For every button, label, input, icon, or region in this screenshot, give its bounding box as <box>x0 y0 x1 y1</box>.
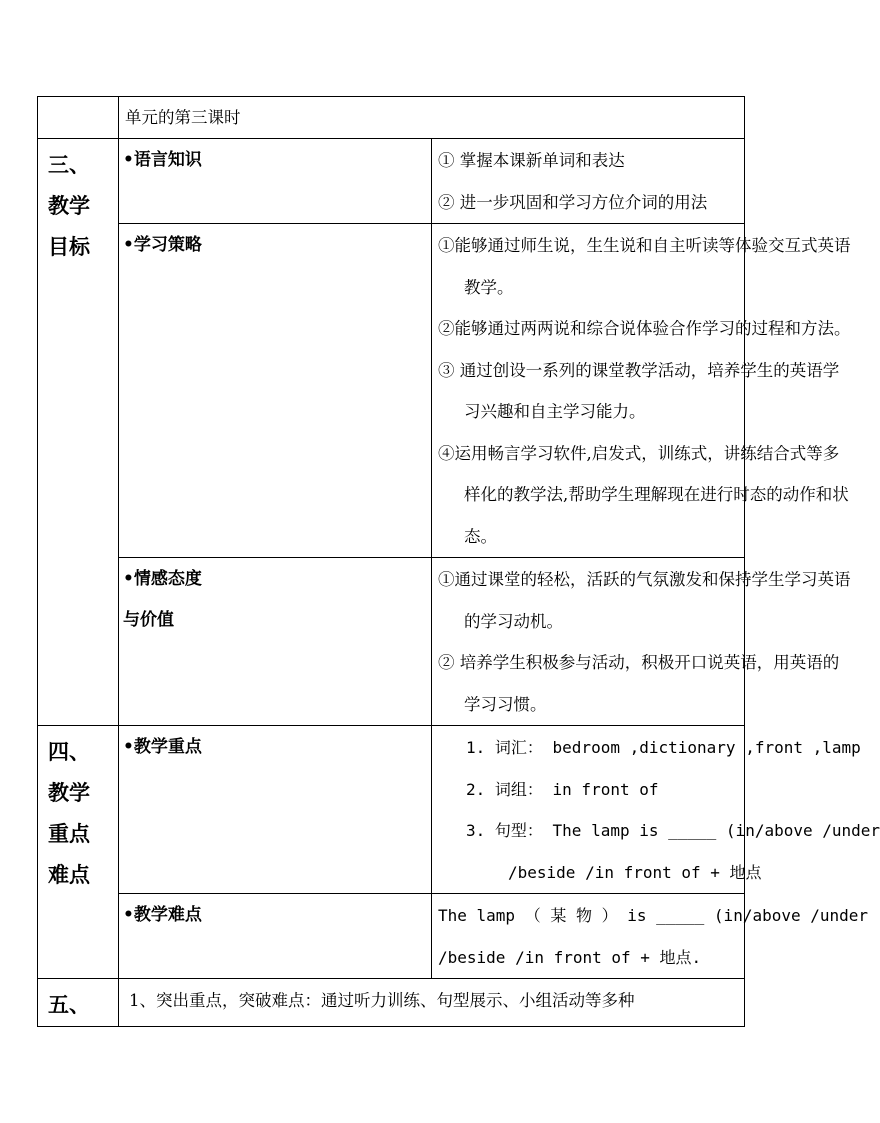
lesson-plan-table <box>37 96 880 1027</box>
table-row <box>38 224 745 558</box>
table-row <box>38 139 745 224</box>
difficult-content: The lamp （ 某 物 ） is _____ (in/above /under /beside /in front of + 地点. <box>432 894 745 979</box>
section-4-label: 四、 教学 重点 难点 <box>38 726 119 979</box>
key-content: 1. 词汇： bedroom ,dictionary ,front ,lamp 2. 词组： in front of 3. 句型： The lamp is _____ (in/above /under /beside /in front of + 地点 <box>432 726 745 894</box>
emotion-content: ①通过课堂的轻松，活跃的气氛激发和保持学生学习英语 的学习动机。 ② 培养学生积极参与活动，积极开口说英语，用英语的 学习习惯。 <box>432 558 745 726</box>
strategy-label-cell <box>119 224 432 558</box>
strategy-label: •学习策略 <box>123 235 202 255</box>
unit-cell <box>119 97 745 139</box>
table-row <box>38 558 745 726</box>
empty-cell <box>38 97 119 139</box>
table-row <box>38 97 745 139</box>
difficult-label: •教学难点 <box>123 905 202 925</box>
table-row <box>38 894 745 979</box>
section-5-label: 五、 <box>38 979 119 1027</box>
emotion-label-2: 与价值 <box>123 610 174 630</box>
table-row <box>38 726 745 894</box>
language-label-cell <box>119 139 432 224</box>
difficult-label-cell <box>119 894 432 979</box>
emotion-label: •情感态度 <box>123 569 202 589</box>
section-5-content: 1、突出重点，突破难点：通过听力训练、句型展示、小组活动等多种 <box>119 979 745 1027</box>
key-label: •教学重点 <box>123 737 202 757</box>
unit-text: 单元的第三课时 <box>125 108 241 127</box>
emotion-label-cell <box>119 558 432 726</box>
language-label: •语言知识 <box>123 150 202 170</box>
strategy-content: ①能够通过师生说，生生说和自主听读等体验交互式英语 教学。 ②能够通过两两说和综合说体验合作学习的过程和方法。 ③ 通过创设一系列的课堂教学活动，培养学生的英语学 习兴趣和自主学习能力。 ④运用畅言学习软件,启发式，训练式，讲练结合式等多 样化的教学法,帮助学生理解现在进行时态的动作和状 态。 <box>432 224 745 558</box>
key-label-cell <box>119 726 432 894</box>
section-3-label: 三、 教学 目标 <box>38 139 119 726</box>
language-content: ① 掌握本课新单词和表达 ② 进一步巩固和学习方位介词的用法 <box>432 139 745 224</box>
table-row <box>38 979 745 1027</box>
